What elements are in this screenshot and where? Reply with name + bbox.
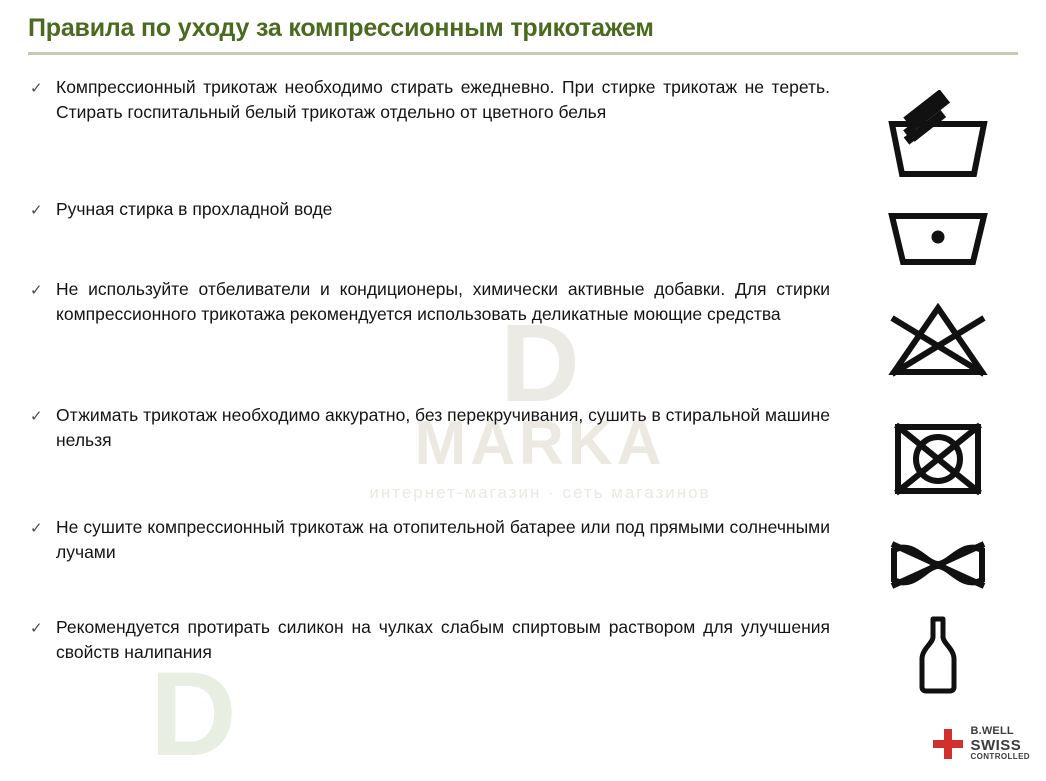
watermark-bottom-letter: D bbox=[150, 647, 237, 781]
rule-item bbox=[30, 515, 830, 615]
rule-item bbox=[30, 75, 830, 197]
rule-item bbox=[30, 615, 830, 695]
rule-item bbox=[30, 403, 830, 515]
check-icon: ✓ bbox=[30, 520, 43, 537]
rule-text: Компрессионный трикотаж необходимо стирать ежедневно. При стирке трикотаж не тереть. Стирать госпитальный белый трикотаж отдельно от цветного белья bbox=[56, 77, 830, 122]
no-wring-icon bbox=[830, 515, 1046, 615]
check-icon: ✓ bbox=[30, 620, 43, 637]
care-symbols-column bbox=[830, 73, 1046, 695]
watermark-word: MARKA bbox=[414, 409, 666, 478]
brand-logo-text bbox=[970, 726, 1030, 761]
care-instructions-page bbox=[0, 14, 1046, 695]
page-title: Правила по уходу за компрессионным трикотажем bbox=[28, 14, 654, 42]
rules-list bbox=[0, 73, 830, 695]
check-icon: ✓ bbox=[30, 202, 43, 219]
rule-text: Рекомендуется протирать силикон на чулках слабым спиртовым раствором для улучшения свойств налипания bbox=[56, 617, 830, 662]
rule-item bbox=[30, 197, 830, 277]
brand-swiss: SWISS bbox=[970, 736, 1022, 754]
brand-logo bbox=[933, 726, 1030, 761]
rule-text: Не используйте отбеливатели и кондиционеры, химически активные добавки. Для стирки компрессионного трикотажа рекомендуется использовать деликатные моющие средства bbox=[56, 279, 830, 324]
rule-text: Не сушите компрессионный трикотаж на отопительной батарее или под прямыми солнечными лучами bbox=[56, 517, 830, 562]
watermark-subtitle: интернет-магазин · сеть магазинов bbox=[369, 483, 711, 502]
alcohol-bottle-icon bbox=[830, 615, 1046, 695]
check-icon: ✓ bbox=[30, 408, 43, 425]
brand-controlled: CONTROLLED bbox=[970, 751, 1030, 761]
rule-text: Отжимать трикотаж необходимо аккуратно, без перекручивания, сушить в стиральной машине нельзя bbox=[56, 405, 830, 450]
rule-text: Ручная стирка в прохладной воде bbox=[56, 199, 333, 219]
brand-name: B.WELL bbox=[970, 725, 1014, 738]
no-bleach-icon bbox=[830, 277, 1046, 403]
swiss-cross-icon bbox=[933, 729, 963, 759]
wash-tub-dot-icon bbox=[830, 197, 1046, 277]
rule-item bbox=[30, 277, 830, 403]
hand-wash-icon bbox=[830, 75, 1046, 197]
content-area bbox=[0, 73, 1046, 695]
check-icon: ✓ bbox=[30, 282, 43, 299]
watermark-letter: D bbox=[500, 302, 580, 425]
page-header bbox=[28, 14, 1018, 55]
no-tumble-dry-icon bbox=[830, 403, 1046, 515]
check-icon: ✓ bbox=[30, 80, 43, 97]
